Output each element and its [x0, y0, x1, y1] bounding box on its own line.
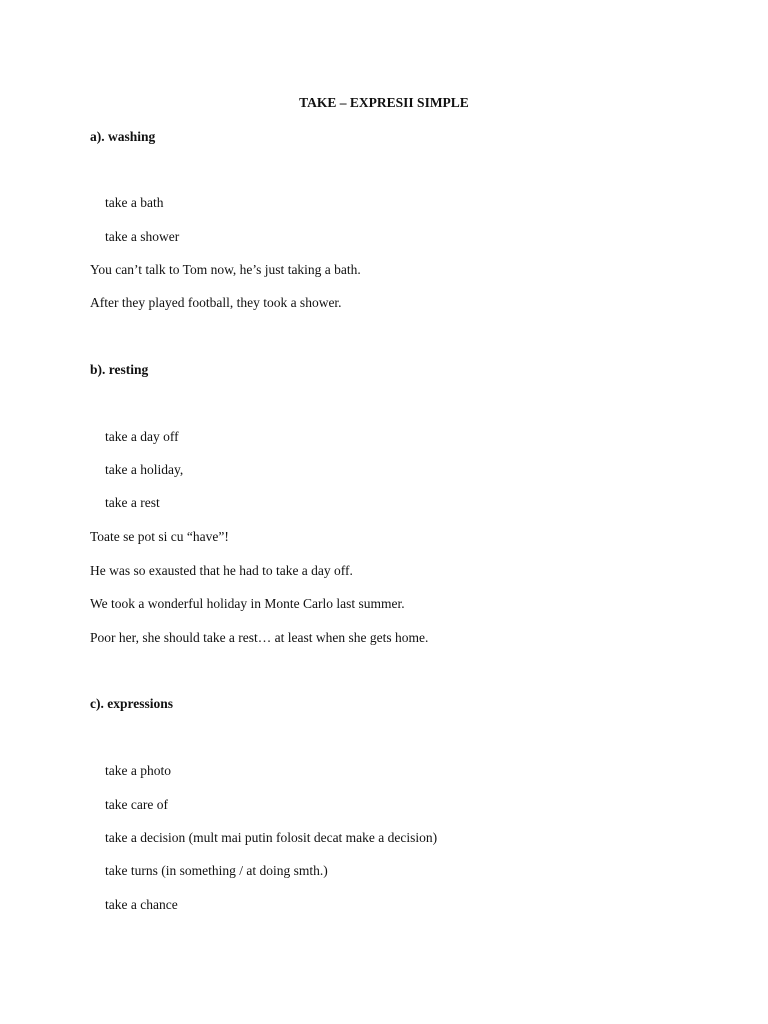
example-sentence: He was so exausted that he had to take a day off.: [90, 563, 353, 578]
expression-item: take a decision (mult mai putin folosit decat make a decision): [105, 830, 438, 845]
expression-item: take a photo: [105, 763, 171, 778]
expression-item: take a bath: [105, 195, 164, 210]
document-title: TAKE – EXPRESII SIMPLE: [299, 95, 469, 110]
expression-item: take a holiday,: [105, 462, 184, 477]
expression-item: take a rest: [105, 495, 160, 510]
note-text: Toate se pot si cu “have”!: [90, 529, 229, 544]
example-sentence: You can’t talk to Tom now, he’s just taking a bath.: [90, 262, 361, 277]
expression-item: take a day off: [105, 429, 179, 444]
expression-item: take turns (in something / at doing smth.): [105, 863, 328, 878]
expression-item: take care of: [105, 797, 168, 812]
section-heading-expressions: c). expressions: [90, 696, 173, 711]
example-sentence: Poor her, she should take a rest… at least when she gets home.: [90, 630, 429, 645]
example-sentence: We took a wonderful holiday in Monte Carlo last summer.: [90, 596, 405, 611]
section-heading-washing: a). washing: [90, 129, 156, 144]
section-heading-resting: b). resting: [90, 362, 149, 377]
expression-item: take a chance: [105, 897, 178, 912]
expression-item: take a shower: [105, 229, 180, 244]
example-sentence: After they played football, they took a shower.: [90, 295, 342, 310]
